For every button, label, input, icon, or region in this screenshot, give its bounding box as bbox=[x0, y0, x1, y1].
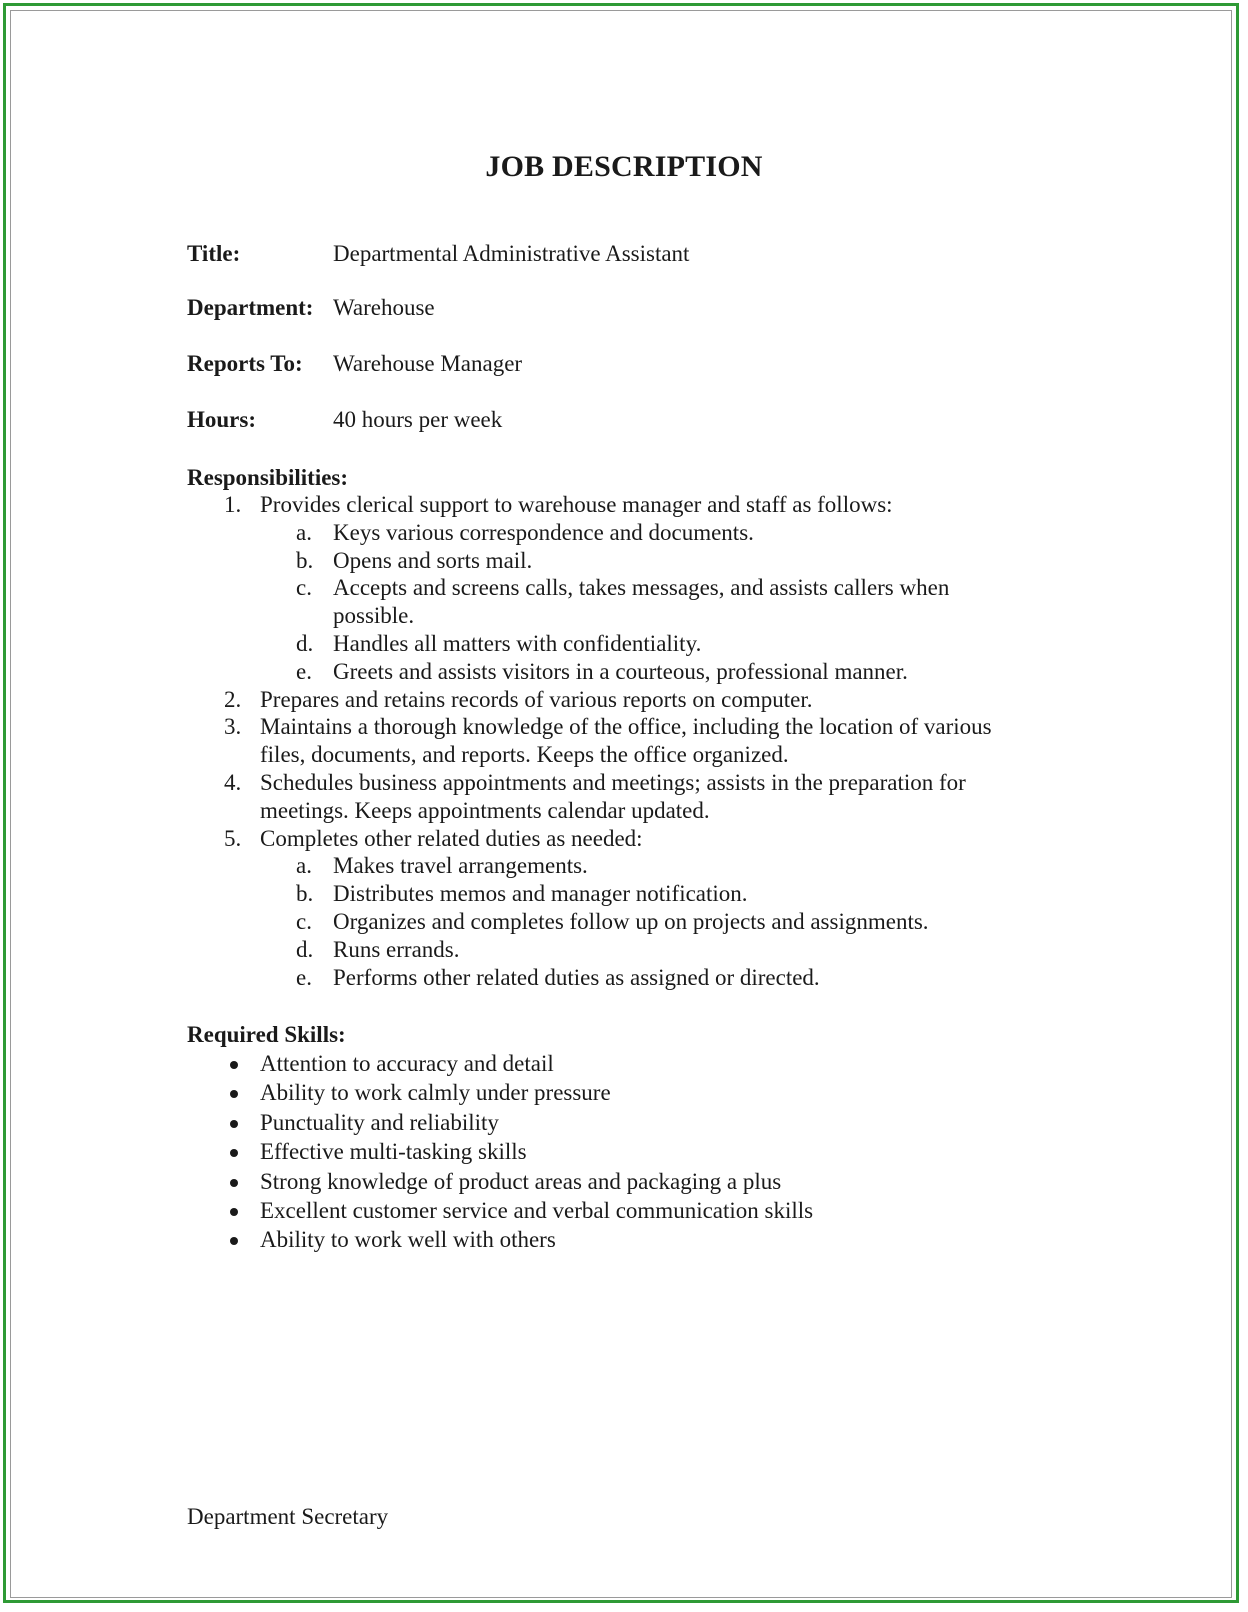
skill-text: Effective multi-tasking skills bbox=[260, 1139, 527, 1165]
responsibility-text: Prepares and retains records of various reports on computer. bbox=[260, 686, 813, 712]
sub-marker: e. bbox=[296, 658, 312, 684]
page-title: JOB DESCRIPTION bbox=[485, 150, 763, 183]
responsibilities-list bbox=[187, 491, 1087, 991]
skill-item bbox=[187, 1196, 813, 1225]
sub-text: Greets and assists visitors in a courteous, professional manner. bbox=[333, 658, 908, 684]
skill-item bbox=[187, 1049, 813, 1078]
skill-text: Attention to accuracy and detail bbox=[260, 1051, 554, 1076]
skill-item bbox=[187, 1225, 813, 1254]
responsibility-subgroup bbox=[187, 852, 1087, 991]
responsibility-sub-item bbox=[260, 852, 1087, 880]
responsibility-marker: 4. bbox=[224, 769, 242, 795]
sub-marker: b. bbox=[296, 547, 314, 573]
responsibility-sub-item bbox=[260, 880, 1087, 908]
responsibility-marker: 1. bbox=[224, 492, 242, 517]
sub-marker: e. bbox=[296, 964, 312, 990]
sub-marker: c. bbox=[296, 575, 312, 601]
sub-text: Handles all matters with confidentiality. bbox=[333, 630, 702, 656]
field-hours-value: 40 hours per week bbox=[333, 407, 503, 432]
skill-text: Strong knowledge of product areas and packaging a plus bbox=[260, 1168, 782, 1194]
sub-marker: a. bbox=[296, 519, 312, 545]
sub-text: Performs other related duties as assigned or directed. bbox=[333, 964, 820, 990]
responsibility-marker: 3. bbox=[224, 714, 242, 740]
field-department-value: Warehouse bbox=[333, 295, 435, 320]
skill-item bbox=[187, 1137, 813, 1166]
bullet-icon bbox=[230, 1120, 238, 1128]
sub-text: Accepts and screens calls, takes messages, and assists callers when possible. bbox=[333, 575, 950, 629]
skill-text: Ability to work well with others bbox=[260, 1227, 556, 1253]
skill-item bbox=[187, 1078, 813, 1107]
field-title bbox=[187, 239, 689, 269]
responsibility-item bbox=[187, 491, 1087, 519]
field-reports-to-value: Warehouse Manager bbox=[333, 351, 523, 376]
skill-item bbox=[187, 1108, 813, 1137]
bullet-icon bbox=[230, 1061, 238, 1069]
responsibility-sub-list bbox=[260, 852, 1087, 991]
sub-text: Organizes and completes follow up on projects and assignments. bbox=[333, 908, 929, 934]
field-department-label: Department: bbox=[187, 295, 314, 320]
responsibility-text: Schedules business appointments and meetings; assists in the preparation for meetings. Keeps appointments calendar updated. bbox=[260, 769, 966, 823]
bullet-icon bbox=[230, 1237, 238, 1245]
responsibility-marker: 5. bbox=[224, 825, 242, 851]
field-reports-to bbox=[187, 349, 522, 379]
responsibility-sub-item bbox=[260, 574, 973, 630]
responsibility-sub-item bbox=[260, 908, 1087, 936]
skill-text: Ability to work calmly under pressure bbox=[260, 1080, 611, 1106]
field-title-value: Departmental Administrative Assistant bbox=[333, 241, 690, 266]
bullet-icon bbox=[230, 1090, 238, 1098]
field-hours-label: Hours: bbox=[187, 407, 256, 432]
bullet-icon bbox=[230, 1208, 238, 1216]
responsibilities-heading: Responsibilities: bbox=[187, 465, 349, 490]
responsibility-text: Provides clerical support to warehouse manager and staff as follows: bbox=[260, 492, 893, 517]
responsibility-sub-list bbox=[260, 519, 1087, 686]
sub-text: Keys various correspondence and documents. bbox=[333, 519, 754, 545]
skill-item bbox=[187, 1167, 813, 1196]
field-hours bbox=[187, 405, 502, 435]
responsibility-subgroup bbox=[187, 519, 1087, 686]
responsibility-sub-item bbox=[260, 547, 1087, 575]
responsibility-marker: 2. bbox=[224, 686, 242, 712]
sub-marker: c. bbox=[296, 908, 312, 934]
responsibility-sub-item bbox=[260, 936, 1087, 964]
responsibility-item bbox=[187, 713, 1020, 769]
responsibility-text: Maintains a thorough knowledge of the office, including the location of various files, documents, and reports. Keeps the office organized. bbox=[260, 714, 992, 768]
skill-text: Excellent customer service and verbal communication skills bbox=[260, 1198, 814, 1224]
responsibility-item bbox=[187, 769, 1020, 825]
responsibility-text: Completes other related duties as needed: bbox=[260, 825, 643, 851]
sub-text: Distributes memos and manager notification. bbox=[333, 881, 748, 907]
sub-text: Opens and sorts mail. bbox=[333, 547, 533, 573]
sub-marker: d. bbox=[296, 630, 314, 656]
bullet-icon bbox=[230, 1149, 238, 1157]
responsibility-sub-item bbox=[260, 964, 1087, 992]
responsibility-sub-item bbox=[260, 658, 1087, 686]
responsibility-item bbox=[187, 825, 1087, 853]
footer-text: Department Secretary bbox=[187, 1504, 389, 1529]
field-reports-to-label: Reports To: bbox=[187, 351, 303, 376]
bullet-icon bbox=[230, 1179, 238, 1187]
sub-marker: d. bbox=[296, 936, 314, 962]
responsibility-sub-item bbox=[260, 519, 1087, 547]
responsibility-sub-item bbox=[260, 630, 1087, 658]
skills-list bbox=[187, 1049, 813, 1255]
sub-text: Makes travel arrangements. bbox=[333, 853, 588, 879]
skills-heading: Required Skills: bbox=[187, 1022, 346, 1047]
field-title-label: Title: bbox=[187, 241, 241, 266]
responsibility-item bbox=[187, 686, 1087, 714]
sub-marker: a. bbox=[296, 853, 312, 879]
skill-text: Punctuality and reliability bbox=[260, 1109, 499, 1135]
field-department bbox=[187, 293, 435, 323]
sub-text: Runs errands. bbox=[333, 936, 460, 962]
sub-marker: b. bbox=[296, 881, 314, 907]
